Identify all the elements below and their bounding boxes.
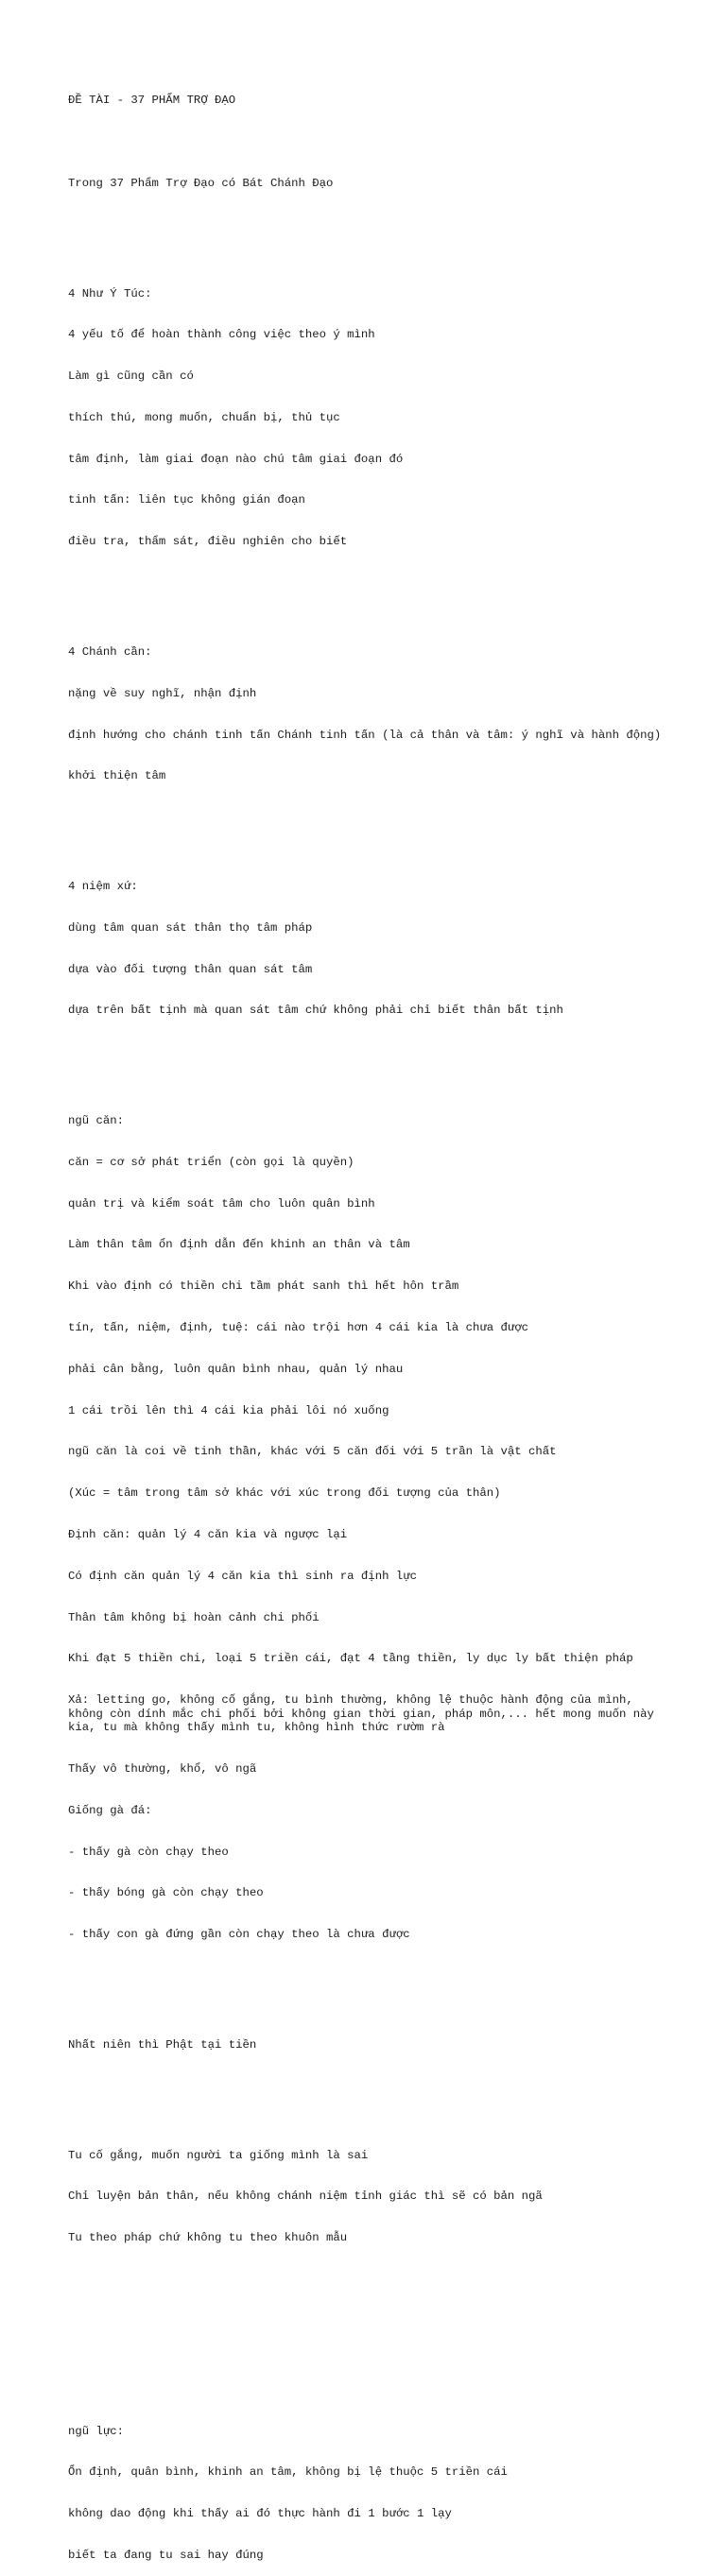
document-title: ĐỀ TÀI - 37 PHẨM TRỢ ĐẠO [68, 94, 236, 108]
spacer [68, 2273, 664, 2287]
section-heading-nhu-y-tuc: 4 Như Ý Túc: [68, 286, 152, 301]
text-line: Có định căn quản lý 4 căn kia thì sinh ra định lực [68, 1569, 417, 1583]
text-line: Thấy vô thường, khổ, vô ngã [68, 1762, 257, 1777]
text-line: tâm định, làm giai đoạn nào chú tâm giai đoạn đó [68, 452, 404, 466]
spacer [68, 811, 664, 825]
document-intro: Trong 37 Phẩm Trợ Đạo có Bát Chánh Đạo [68, 176, 334, 190]
spacer [68, 1045, 664, 1059]
text-line: dựa trên bất tịnh mà quan sát tâm chứ không phải chỉ biết thân bất tịnh [68, 1004, 563, 1018]
text-line: Tu theo pháp chứ không tu theo khuôn mẫu [68, 2231, 348, 2245]
section-heading-chanh-can: 4 Chánh cần: [68, 644, 152, 659]
spacer [68, 2080, 664, 2094]
text-line: Nhất niên thì Phật tại tiền [68, 2037, 257, 2052]
text-line: Khi đạt 5 thiền chi, loại 5 triền cái, đạt 4 tầng thiền, ly dục ly bất thiện pháp [68, 1652, 633, 1666]
text-line: Giống gà đá: [68, 1803, 152, 1817]
text-line: Tu cố gắng, muốn người ta giống mình là sai [68, 2148, 369, 2162]
text-line: không dao động khi thấy ai đó thực hành đi 1 bước 1 lạy [68, 2507, 452, 2521]
text-line: ngũ căn là coi về tinh thần, khác với 5 căn đối với 5 trần là vật chất [68, 1445, 557, 1459]
spacer [68, 2356, 664, 2370]
text-line: Định căn: quản lý 4 căn kia và ngược lại [68, 1527, 348, 1541]
text-line: định hướng cho chánh tinh tấn Chánh tinh tấn (là cả thân và tâm: ý nghĩ và hành động) [68, 728, 662, 742]
text-line: Làm gì cũng cần có [68, 369, 194, 384]
text-line: biết ta đang tu sai hay đúng [68, 2548, 264, 2562]
spacer [68, 218, 664, 232]
text-line: tinh tấn: liên tục không gián đoạn [68, 493, 305, 507]
text-line: Ổn định, quân bình, khinh an tâm, không bị lệ thuộc 5 triền cái [68, 2465, 508, 2480]
text-line: phải cân bằng, luôn quân bình nhau, quản lý nhau [68, 1362, 404, 1376]
spacer [68, 135, 664, 149]
text-line: tín, tấn, niệm, định, tuệ: cái nào trội hơn 4 cái kia là chưa được [68, 1321, 529, 1335]
list-item: - thấy gà còn chạy theo [68, 1845, 229, 1859]
text-line: dùng tâm quan sát thân thọ tâm pháp [68, 920, 313, 935]
text-line: điều tra, thẩm sát, điều nghiên cho biết [68, 535, 348, 549]
spacer [68, 2314, 664, 2328]
spacer [68, 1969, 664, 1984]
text-line: (Xúc = tâm trong tâm sở khác với xúc trong đối tượng của thân) [68, 1486, 501, 1501]
text-line: căn = cơ sở phát triển (còn gọi là quyền) [68, 1155, 354, 1169]
section-heading-ngu-can: ngũ căn: [68, 1114, 125, 1128]
section-heading-niem-xu: 4 niệm xứ: [68, 880, 138, 894]
list-item: - thấy bóng gà còn chạy theo [68, 1886, 264, 1900]
text-line: Thân tâm không bị hoàn cảnh chi phối [68, 1610, 320, 1624]
text-line: thích thú, mong muốn, chuẩn bị, thủ tục [68, 410, 340, 424]
section-heading-ngu-luc: ngũ lực: [68, 2424, 125, 2438]
text-line: Khi vào định có thiền chi tầm phát sanh thì hết hôn trầm [68, 1279, 459, 1294]
text-line: dựa vào đối tượng thân quan sát tâm [68, 962, 313, 976]
document-page [68, 66, 664, 2576]
text-line: 4 yếu tố để hoàn thành công việc theo ý mình [68, 328, 375, 342]
text-line: 1 cái trồi lên thì 4 cái kia phải lôi nó xuống [68, 1403, 389, 1417]
list-item: - thấy con gà đứng gần còn chạy theo là chưa được [68, 1928, 410, 1942]
text-line: Làm thân tâm ổn định dẫn đến khinh an thân và tâm [68, 1238, 410, 1252]
text-line: Xả: letting go, không cố gắng, tu bình thường, không lệ thuộc hành động của mình, không còn dính mắc chi phối bởi không gian thời gian, pháp môn,... hết mong muốn này kia, tu mà không thấy mình tu, không hình thức rườm rà [68, 1693, 662, 1735]
text-line: nặng về suy nghĩ, nhận định [68, 686, 257, 700]
text-line: Chỉ luyện bản thân, nếu không chánh niệm tỉnh giác thì sẽ có bản ngã [68, 2190, 543, 2204]
text-line: khởi thiện tâm [68, 769, 166, 783]
spacer [68, 576, 664, 591]
text-line: quản trị và kiểm soát tâm cho luôn quân bình [68, 1196, 375, 1211]
